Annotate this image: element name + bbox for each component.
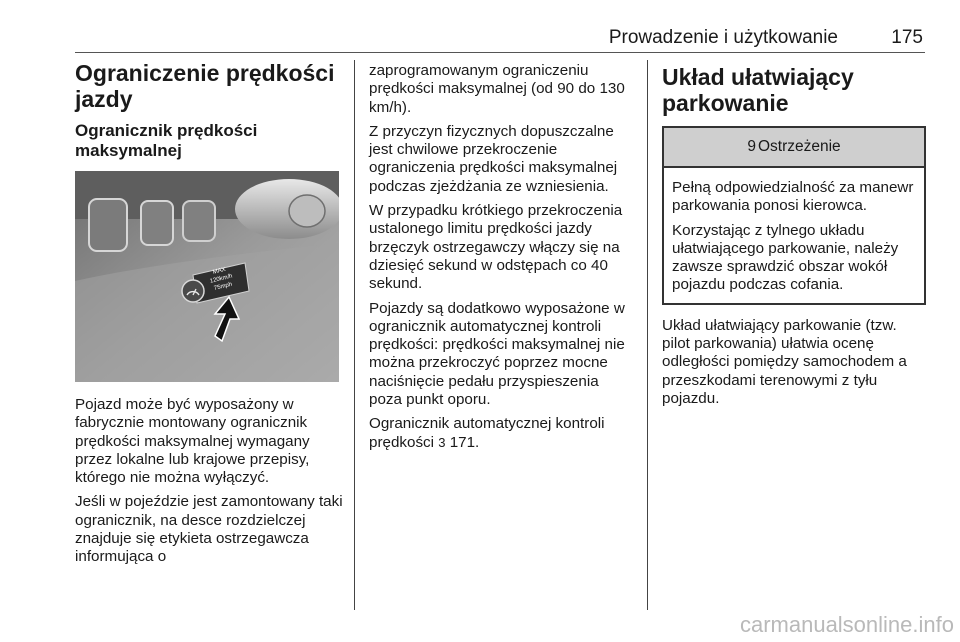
warning-header bbox=[664, 128, 924, 168]
column-divider-right bbox=[647, 60, 648, 610]
left-column bbox=[75, 60, 343, 573]
paragraph-5-text: Ogranicznik automatycznej kontroli prędkości bbox=[369, 415, 605, 451]
section-heading-speed-limiter: Ograniczenie prędkości jazdy bbox=[75, 60, 335, 112]
sticker-line-3: 75mph bbox=[213, 281, 233, 292]
middle-paragraph-4: Pojazdy są dodatkowo wyposażone w ogranicznik automatycznej kontroli prędkości: prędkości maksymalnej nie można przekroczyć poprzez mocne naciśnięcie pedału przyspieszenia poza punkt oporu. bbox=[369, 299, 625, 409]
warning-paragraph-1: Pełną odpowiedzialność za manewr parkowania ponosi kierowca. bbox=[672, 179, 914, 215]
column-divider-left bbox=[354, 60, 355, 610]
watermark: carmanualsonline.info bbox=[739, 612, 954, 637]
sticker-line-1: MAX bbox=[212, 266, 227, 276]
middle-paragraph-2: Z przyczyn fizycznych dopuszczalne jest chwilowe przekroczenie ograniczenia prędkości maksymalnej podczas zjeżdżania ze wzniesienia. bbox=[369, 122, 618, 195]
middle-column bbox=[369, 62, 633, 458]
middle-paragraph-1: zaprogramowanym ograniczeniu prędkości maksymalnej (od 90 do 130 km/h). bbox=[369, 62, 625, 116]
dashboard-photo bbox=[75, 171, 339, 382]
page-header bbox=[75, 22, 925, 53]
left-paragraph-1: Pojazd może być wyposażony w fabrycznie montowany ogranicznik prędkości maksymalnej wymagany przez lokalne lub krajowe przepisy, którego nie można wyłączyć. bbox=[75, 396, 310, 487]
middle-paragraph-3: W przypadku krótkiego przekroczenia ustalonego limitu prędkości jazdy brzęczyk ostrzegawczy włączy się na dziesięć sekund w odstępach co 40 sekund. bbox=[369, 202, 623, 293]
warning-paragraph-2: Korzystając z tylnego układu ułatwiającego parkowanie, należy zawsze sprawdzić obszar wokół pojazdu podczas cofania. bbox=[672, 221, 899, 294]
page-reference-link[interactable]: 171. bbox=[449, 433, 480, 451]
warning-body bbox=[664, 168, 924, 303]
middle-paragraph-5 bbox=[369, 415, 633, 452]
warning-title: Ostrzeżenie bbox=[757, 138, 841, 155]
page-reference-icon: 3 bbox=[438, 434, 446, 450]
subsection-heading-max-speed: Ogranicznik prędkości maksymalnej bbox=[75, 121, 258, 160]
right-paragraph-1: Układ ułatwiający parkowanie (tzw. pilot parkowania) ułatwia ocenę odległości pomiędzy samochodem a przeszkodami terenowymi z tyłu pojazdu. bbox=[662, 316, 907, 407]
warning-box bbox=[662, 126, 926, 305]
warning-icon: 9 bbox=[747, 138, 756, 155]
section-heading-parking-assist: Układ ułatwiający parkowanie bbox=[662, 64, 854, 116]
left-paragraph-2: Jeśli w pojeździe jest zamontowany taki ogranicznik, na desce rozdzielczej znajduje się etykieta ostrzegawcza informująca o bbox=[75, 493, 343, 566]
right-column bbox=[662, 64, 926, 414]
sticker-line-2: 120km/h bbox=[209, 273, 234, 285]
header-title: Prowadzenie i użytkowanie bbox=[608, 27, 838, 48]
page-number: 175 bbox=[891, 27, 923, 48]
